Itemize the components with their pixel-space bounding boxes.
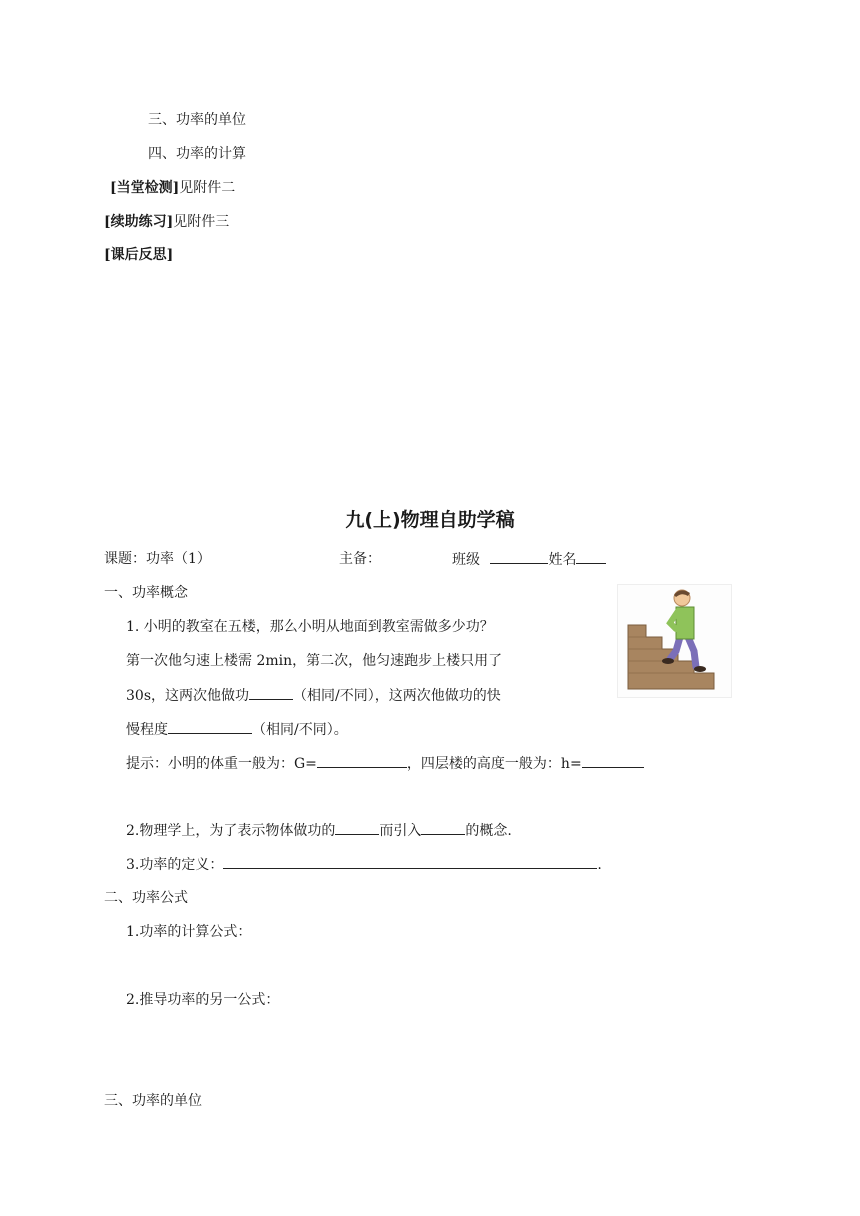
q1-line3	[126, 685, 501, 706]
topic-label: 课题：功率（1）	[104, 551, 211, 567]
q1-line4-b: （相同/不同）。	[252, 722, 348, 738]
q1-line2: 第一次他匀速上楼需 2min，第二次，他匀速跑步上楼只用了	[126, 653, 503, 669]
q2-blank-2[interactable]	[421, 820, 465, 835]
q1-line1: 1. 小明的教室在五楼，那么小明从地面到教室需做多少功？	[126, 619, 494, 635]
practice-rest: 见附件三	[173, 214, 230, 230]
hint-line	[126, 753, 644, 774]
class-name-line	[452, 549, 606, 570]
check-rest: 见附件二	[179, 180, 236, 196]
q2-blank-1[interactable]	[335, 820, 379, 835]
q3-line	[126, 854, 602, 875]
section-1-heading: 一、功率概念	[104, 585, 188, 601]
q2-line	[126, 820, 512, 841]
hint-b: ，四层楼的高度一般为：h=	[406, 756, 582, 772]
section-3-heading: 三、功率的单位	[104, 1093, 202, 1109]
q3-a: 3.功率的定义：	[126, 857, 224, 873]
q2-b: 而引入	[379, 823, 422, 839]
hint-blank-height[interactable]	[582, 753, 644, 768]
check-tag: [当堂检测]	[110, 180, 180, 196]
practice-tag: [续助练习]	[104, 214, 174, 230]
sec2-q1: 1.功率的计算公式：	[126, 924, 252, 940]
boy-climbing-stairs-icon	[617, 584, 732, 698]
name-label: 姓名	[548, 552, 577, 568]
q2-c: 的概念.	[465, 823, 512, 839]
name-blank[interactable]	[576, 549, 606, 564]
practice-line	[104, 212, 229, 232]
class-blank[interactable]	[490, 549, 548, 564]
hint-blank-weight[interactable]	[317, 753, 407, 768]
q1-blank-speed[interactable]	[168, 719, 252, 734]
check-line	[110, 178, 235, 198]
sec2-q2: 2.推导功率的另一公式：	[126, 992, 280, 1008]
q2-a: 2.物理学上，为了表示物体做功的	[126, 823, 336, 839]
hint-a: 提示：小明的体重一般为：G=	[126, 756, 317, 772]
section-3-heading-top: 三、功率的单位	[148, 112, 246, 128]
q1-line3-a: 30s，这两次他做功	[126, 688, 249, 704]
q3-b: .	[597, 857, 602, 873]
page-title: 九(上)物理自助学稿	[345, 509, 515, 531]
q3-blank-definition[interactable]	[223, 854, 597, 869]
section-2-heading: 二、功率公式	[104, 890, 188, 906]
q1-line4	[126, 719, 348, 740]
q1-line3-b: （相同/不同），这两次他做功的快	[293, 688, 501, 704]
q1-blank-same-work[interactable]	[249, 685, 293, 700]
reflect-tag: [课后反思]	[104, 247, 174, 263]
author-label: 主备：	[339, 551, 381, 567]
stairs-illustration	[618, 585, 731, 697]
q1-line4-a: 慢程度	[126, 722, 168, 738]
section-4-heading-top: 四、功率的计算	[148, 146, 246, 162]
class-label: 班级	[452, 552, 480, 568]
